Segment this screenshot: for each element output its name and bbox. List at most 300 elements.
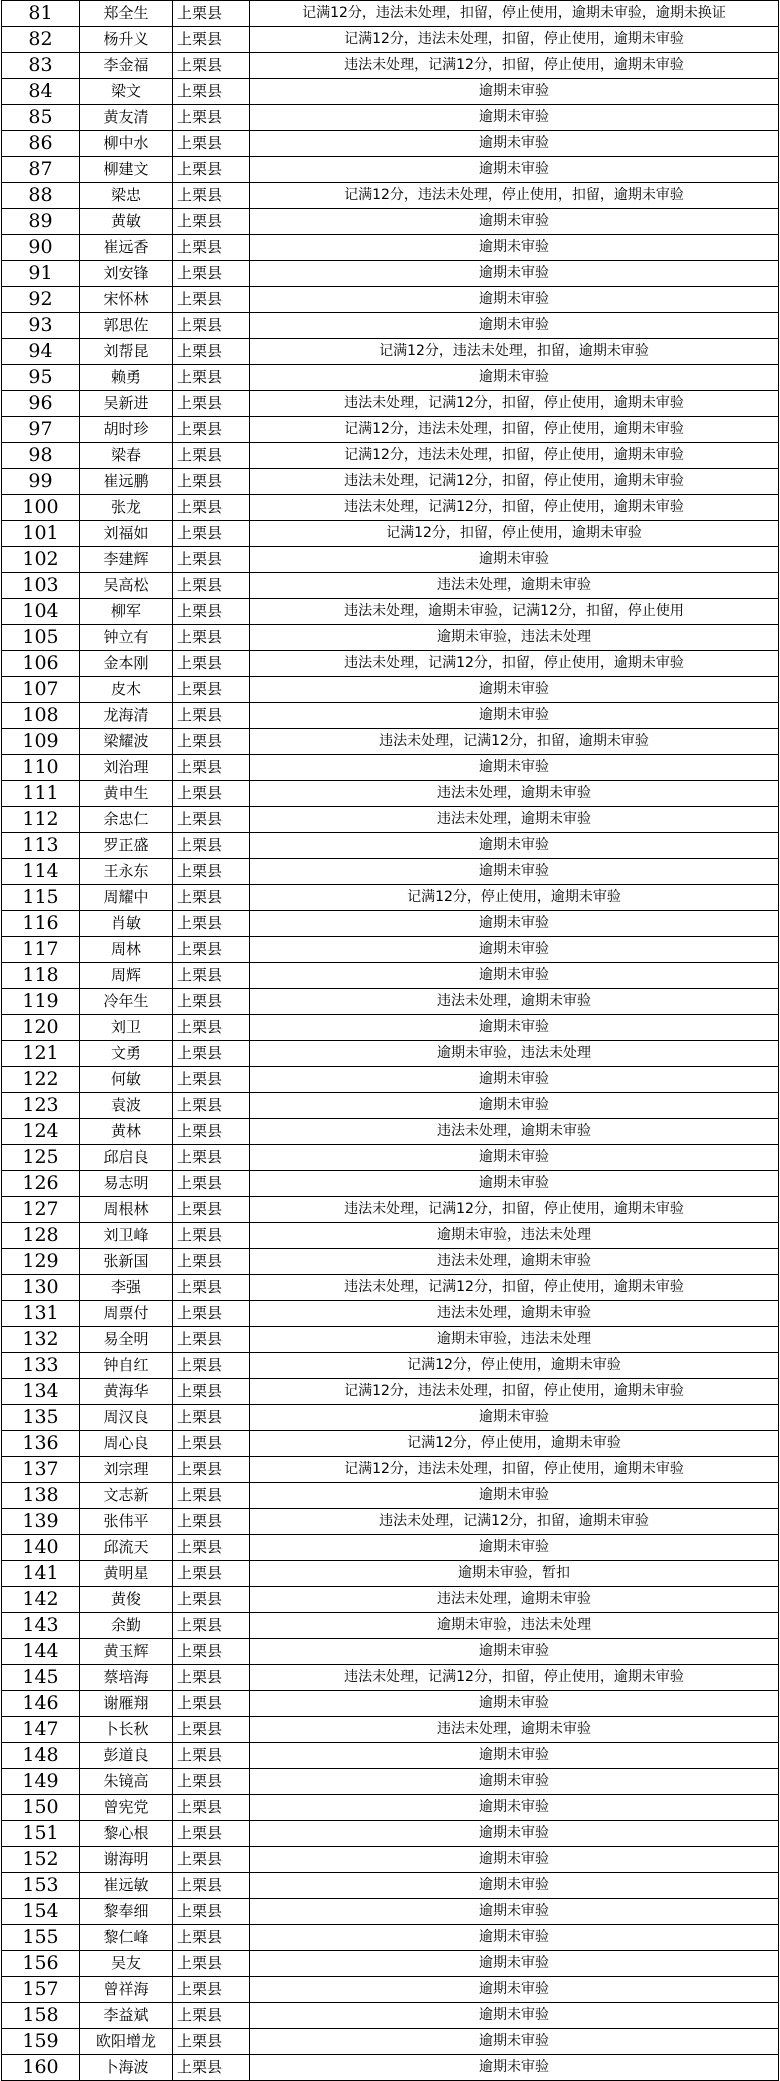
table-row [2,1457,779,1483]
driver-name: 崔远鹏 [80,469,173,495]
county-name: 上栗县 [173,677,250,703]
row-number: 123 [2,1093,80,1119]
driver-name: 余忠仁 [80,807,173,833]
table-row [2,1093,779,1119]
violation-status: 逾期未审验 [250,1483,779,1509]
violation-status: 逾期未审验 [250,261,779,287]
table-row [2,703,779,729]
county-name: 上栗县 [173,1405,250,1431]
violation-status: 逾期未审验 [250,1015,779,1041]
table-row [2,2003,779,2029]
driver-name: 吴高松 [80,573,173,599]
county-name: 上栗县 [173,1691,250,1717]
violation-status: 逾期未审验 [250,2055,779,2081]
row-number: 101 [2,521,80,547]
row-number: 106 [2,651,80,677]
county-name: 上栗县 [173,1743,250,1769]
row-number: 152 [2,1847,80,1873]
table-row [2,495,779,521]
violation-status: 记满12分，停止使用，逾期未审验 [250,1353,779,1379]
driver-name: 胡时珍 [80,417,173,443]
driver-name: 肖敏 [80,911,173,937]
driver-name: 曾祥海 [80,1977,173,2003]
violation-status: 逾期未审验，违法未处理 [250,625,779,651]
row-number: 128 [2,1223,80,1249]
violation-status: 记满12分，违法未处理，扣留，停止使用，逾期未审验 [250,417,779,443]
county-name: 上栗县 [173,547,250,573]
county-name: 上栗县 [173,79,250,105]
table-row [2,157,779,183]
county-name: 上栗县 [173,989,250,1015]
county-name: 上栗县 [173,521,250,547]
violation-status: 逾期未审验 [250,105,779,131]
violation-status: 违法未处理，记满12分，扣留，停止使用，逾期未审验 [250,469,779,495]
driver-name: 柳建文 [80,157,173,183]
row-number: 99 [2,469,80,495]
driver-name: 何敏 [80,1067,173,1093]
driver-name: 钟立有 [80,625,173,651]
row-number: 135 [2,1405,80,1431]
table-row [2,1327,779,1353]
driver-name: 郑全生 [80,1,173,27]
driver-name: 梁春 [80,443,173,469]
county-name: 上栗县 [173,755,250,781]
county-name: 上栗县 [173,781,250,807]
county-name: 上栗县 [173,937,250,963]
row-number: 108 [2,703,80,729]
row-number: 84 [2,79,80,105]
county-name: 上栗县 [173,1769,250,1795]
violation-status: 逾期未审验，违法未处理 [250,1327,779,1353]
row-number: 141 [2,1561,80,1587]
county-name: 上栗县 [173,287,250,313]
row-number: 132 [2,1327,80,1353]
row-number: 134 [2,1379,80,1405]
table-row [2,885,779,911]
county-name: 上栗县 [173,157,250,183]
table-row [2,1795,779,1821]
county-name: 上栗县 [173,1041,250,1067]
row-number: 86 [2,131,80,157]
violation-status: 逾期未审验 [250,2029,779,2055]
county-name: 上栗县 [173,1847,250,1873]
county-name: 上栗县 [173,1457,250,1483]
row-number: 130 [2,1275,80,1301]
row-number: 127 [2,1197,80,1223]
driver-name: 梁忠 [80,183,173,209]
driver-name: 梁耀波 [80,729,173,755]
table-row [2,183,779,209]
row-number: 138 [2,1483,80,1509]
table-row [2,131,779,157]
row-number: 98 [2,443,80,469]
driver-name: 李益斌 [80,2003,173,2029]
driver-name: 朱镜高 [80,1769,173,1795]
license-status-table [1,0,779,2081]
violation-status: 违法未处理，逾期未审验 [250,1587,779,1613]
driver-name: 周辉 [80,963,173,989]
row-number: 89 [2,209,80,235]
row-number: 94 [2,339,80,365]
violation-status: 逾期未审验 [250,911,779,937]
violation-status: 逾期未审验 [250,157,779,183]
table-row [2,443,779,469]
row-number: 155 [2,1925,80,1951]
driver-name: 曾宪党 [80,1795,173,1821]
county-name: 上栗县 [173,1171,250,1197]
violation-status: 违法未处理，记满12分，扣留，逾期未审验 [250,1509,779,1535]
driver-name: 周耀中 [80,885,173,911]
driver-name: 金本刚 [80,651,173,677]
county-name: 上栗县 [173,1301,250,1327]
county-name: 上栗县 [173,703,250,729]
county-name: 上栗县 [173,1665,250,1691]
county-name: 上栗县 [173,417,250,443]
driver-name: 黄友清 [80,105,173,131]
county-name: 上栗县 [173,1535,250,1561]
violation-status: 逾期未审验 [250,287,779,313]
row-number: 114 [2,859,80,885]
row-number: 81 [2,1,80,27]
row-number: 151 [2,1821,80,1847]
row-number: 103 [2,573,80,599]
driver-name: 张龙 [80,495,173,521]
violation-status: 逾期未审验 [250,1925,779,1951]
violation-status: 违法未处理，逾期未审验 [250,807,779,833]
driver-name: 易全明 [80,1327,173,1353]
violation-status: 逾期未审验 [250,1743,779,1769]
county-name: 上栗县 [173,807,250,833]
row-number: 125 [2,1145,80,1171]
table-row [2,2029,779,2055]
driver-name: 欧阳增龙 [80,2029,173,2055]
county-name: 上栗县 [173,1431,250,1457]
row-number: 92 [2,287,80,313]
county-name: 上栗县 [173,911,250,937]
row-number: 126 [2,1171,80,1197]
driver-name: 刘安锋 [80,261,173,287]
driver-name: 柳中水 [80,131,173,157]
violation-status: 逾期未审验 [250,313,779,339]
violation-status: 逾期未审验 [250,1171,779,1197]
row-number: 120 [2,1015,80,1041]
county-name: 上栗县 [173,1067,250,1093]
violation-status: 逾期未审验 [250,1145,779,1171]
table-row [2,1483,779,1509]
driver-name: 黄明星 [80,1561,173,1587]
row-number: 90 [2,235,80,261]
driver-name: 李强 [80,1275,173,1301]
table-row [2,27,779,53]
driver-name: 刘宗理 [80,1457,173,1483]
row-number: 119 [2,989,80,1015]
table-row [2,1769,779,1795]
table-row [2,651,779,677]
violation-status: 违法未处理，记满12分，扣留，停止使用，逾期未审验 [250,1275,779,1301]
table-row [2,1925,779,1951]
driver-name: 崔远香 [80,235,173,261]
table-row [2,79,779,105]
county-name: 上栗县 [173,2055,250,2081]
table-body [2,1,779,2081]
driver-name: 李建辉 [80,547,173,573]
table-row [2,807,779,833]
row-number: 104 [2,599,80,625]
row-number: 116 [2,911,80,937]
table-row [2,105,779,131]
table-row [2,261,779,287]
table-row [2,963,779,989]
driver-name: 黎奉细 [80,1899,173,1925]
row-number: 100 [2,495,80,521]
table-row [2,1665,779,1691]
table-row [2,859,779,885]
driver-name: 龙海清 [80,703,173,729]
county-name: 上栗县 [173,1717,250,1743]
row-number: 154 [2,1899,80,1925]
table-row [2,1743,779,1769]
table-row [2,1171,779,1197]
row-number: 142 [2,1587,80,1613]
row-number: 156 [2,1951,80,1977]
table-row [2,391,779,417]
table-row [2,1431,779,1457]
row-number: 83 [2,53,80,79]
row-number: 105 [2,625,80,651]
row-number: 160 [2,2055,80,2081]
county-name: 上栗县 [173,729,250,755]
violation-status: 违法未处理，逾期未审验 [250,1717,779,1743]
driver-name: 王永东 [80,859,173,885]
table-row [2,599,779,625]
driver-name: 余勤 [80,1613,173,1639]
county-name: 上栗县 [173,1899,250,1925]
table-row [2,209,779,235]
row-number: 147 [2,1717,80,1743]
row-number: 146 [2,1691,80,1717]
table-row [2,1275,779,1301]
driver-name: 罗正盛 [80,833,173,859]
driver-name: 周林 [80,937,173,963]
driver-name: 杨升义 [80,27,173,53]
table-row [2,287,779,313]
county-name: 上栗县 [173,1925,250,1951]
county-name: 上栗县 [173,235,250,261]
county-name: 上栗县 [173,1587,250,1613]
row-number: 144 [2,1639,80,1665]
row-number: 136 [2,1431,80,1457]
driver-name: 彭道良 [80,1743,173,1769]
driver-name: 周票付 [80,1301,173,1327]
table-row [2,677,779,703]
violation-status: 记满12分，违法未处理，扣留，停止使用，逾期未审验 [250,27,779,53]
violation-status: 记满12分，违法未处理，停止使用，扣留，逾期未审验 [250,183,779,209]
violation-status: 记满12分，停止使用，逾期未审验 [250,1431,779,1457]
driver-name: 文志新 [80,1483,173,1509]
row-number: 149 [2,1769,80,1795]
driver-name: 吴友 [80,1951,173,1977]
county-name: 上栗县 [173,183,250,209]
county-name: 上栗县 [173,963,250,989]
violation-status: 逾期未审验 [250,1093,779,1119]
table-row [2,729,779,755]
violation-status: 违法未处理，逾期未审验 [250,989,779,1015]
driver-name: 邱流天 [80,1535,173,1561]
row-number: 159 [2,2029,80,2055]
table-row [2,1405,779,1431]
row-number: 96 [2,391,80,417]
row-number: 109 [2,729,80,755]
violation-status: 记满12分，违法未处理，扣留，逾期未审验 [250,339,779,365]
driver-name: 刘卫 [80,1015,173,1041]
county-name: 上栗县 [173,1119,250,1145]
row-number: 121 [2,1041,80,1067]
table-row [2,1899,779,1925]
row-number: 148 [2,1743,80,1769]
violation-status: 记满12分，违法未处理，扣留，停止使用，逾期未审验 [250,1379,779,1405]
table-row [2,1951,779,1977]
row-number: 112 [2,807,80,833]
violation-status: 逾期未审验 [250,131,779,157]
county-name: 上栗县 [173,1639,250,1665]
table-row [2,1197,779,1223]
table-row [2,1873,779,1899]
violation-status: 逾期未审验 [250,235,779,261]
row-number: 82 [2,27,80,53]
violation-status: 逾期未审验，暂扣 [250,1561,779,1587]
table-row [2,1639,779,1665]
county-name: 上栗县 [173,1951,250,1977]
driver-name: 卜长秋 [80,1717,173,1743]
row-number: 93 [2,313,80,339]
table-row [2,1691,779,1717]
row-number: 107 [2,677,80,703]
driver-name: 郭思佐 [80,313,173,339]
row-number: 150 [2,1795,80,1821]
violation-status: 逾期未审验 [250,963,779,989]
table-row [2,235,779,261]
row-number: 137 [2,1457,80,1483]
driver-name: 周心良 [80,1431,173,1457]
row-number: 140 [2,1535,80,1561]
county-name: 上栗县 [173,391,250,417]
row-number: 153 [2,1873,80,1899]
violation-status: 逾期未审验，违法未处理 [250,1613,779,1639]
driver-name: 蔡培海 [80,1665,173,1691]
violation-status: 逾期未审验 [250,755,779,781]
table-row [2,1353,779,1379]
table-row [2,1379,779,1405]
driver-name: 冷年生 [80,989,173,1015]
row-number: 97 [2,417,80,443]
table-row [2,1301,779,1327]
county-name: 上栗县 [173,261,250,287]
driver-name: 黄敏 [80,209,173,235]
driver-name: 文勇 [80,1041,173,1067]
row-number: 124 [2,1119,80,1145]
table-row [2,1041,779,1067]
table-row [2,1145,779,1171]
row-number: 158 [2,2003,80,2029]
county-name: 上栗县 [173,625,250,651]
row-number: 133 [2,1353,80,1379]
violation-status: 逾期未审验 [250,1691,779,1717]
county-name: 上栗县 [173,313,250,339]
driver-name: 黄玉辉 [80,1639,173,1665]
table-row [2,1509,779,1535]
county-name: 上栗县 [173,365,250,391]
table-row [2,339,779,365]
violation-status: 记满12分，停止使用，逾期未审验 [250,885,779,911]
row-number: 91 [2,261,80,287]
table-row [2,755,779,781]
violation-status: 逾期未审验 [250,365,779,391]
violation-status: 逾期未审验 [250,1535,779,1561]
driver-name: 黎仁峰 [80,1925,173,1951]
table-row [2,313,779,339]
table-row [2,989,779,1015]
county-name: 上栗县 [173,2003,250,2029]
table-row [2,1,779,27]
driver-name: 易志明 [80,1171,173,1197]
county-name: 上栗县 [173,1483,250,1509]
table-row [2,521,779,547]
table-row [2,547,779,573]
violation-status: 违法未处理，记满12分，扣留，停止使用，逾期未审验 [250,391,779,417]
table-row [2,1067,779,1093]
row-number: 113 [2,833,80,859]
driver-name: 刘治理 [80,755,173,781]
driver-name: 李金福 [80,53,173,79]
table-row [2,1249,779,1275]
county-name: 上栗县 [173,1977,250,2003]
table-row [2,53,779,79]
table-row [2,1613,779,1639]
violation-status: 违法未处理，逾期未审验 [250,781,779,807]
violation-status: 违法未处理，记满12分，扣留，停止使用，逾期未审验 [250,495,779,521]
driver-name: 谢海明 [80,1847,173,1873]
violation-status: 违法未处理，记满12分，扣留，停止使用，逾期未审验 [250,651,779,677]
driver-name: 刘福如 [80,521,173,547]
table-row [2,1587,779,1613]
violation-status: 违法未处理，逾期未审验 [250,1249,779,1275]
table-row [2,937,779,963]
row-number: 88 [2,183,80,209]
driver-name: 赖勇 [80,365,173,391]
driver-name: 周汉良 [80,1405,173,1431]
driver-name: 吴新进 [80,391,173,417]
county-name: 上栗县 [173,1821,250,1847]
county-name: 上栗县 [173,1795,250,1821]
row-number: 118 [2,963,80,989]
row-number: 110 [2,755,80,781]
row-number: 157 [2,1977,80,2003]
violation-status: 逾期未审验 [250,2003,779,2029]
county-name: 上栗县 [173,1509,250,1535]
driver-name: 刘卫峰 [80,1223,173,1249]
county-name: 上栗县 [173,53,250,79]
violation-status: 违法未处理，逾期未审验 [250,1119,779,1145]
violation-status: 逾期未审验 [250,1899,779,1925]
driver-name: 袁波 [80,1093,173,1119]
row-number: 122 [2,1067,80,1093]
table-row [2,625,779,651]
row-number: 111 [2,781,80,807]
table-row [2,417,779,443]
violation-status: 违法未处理，记满12分，扣留，逾期未审验 [250,729,779,755]
county-name: 上栗县 [173,1249,250,1275]
row-number: 95 [2,365,80,391]
